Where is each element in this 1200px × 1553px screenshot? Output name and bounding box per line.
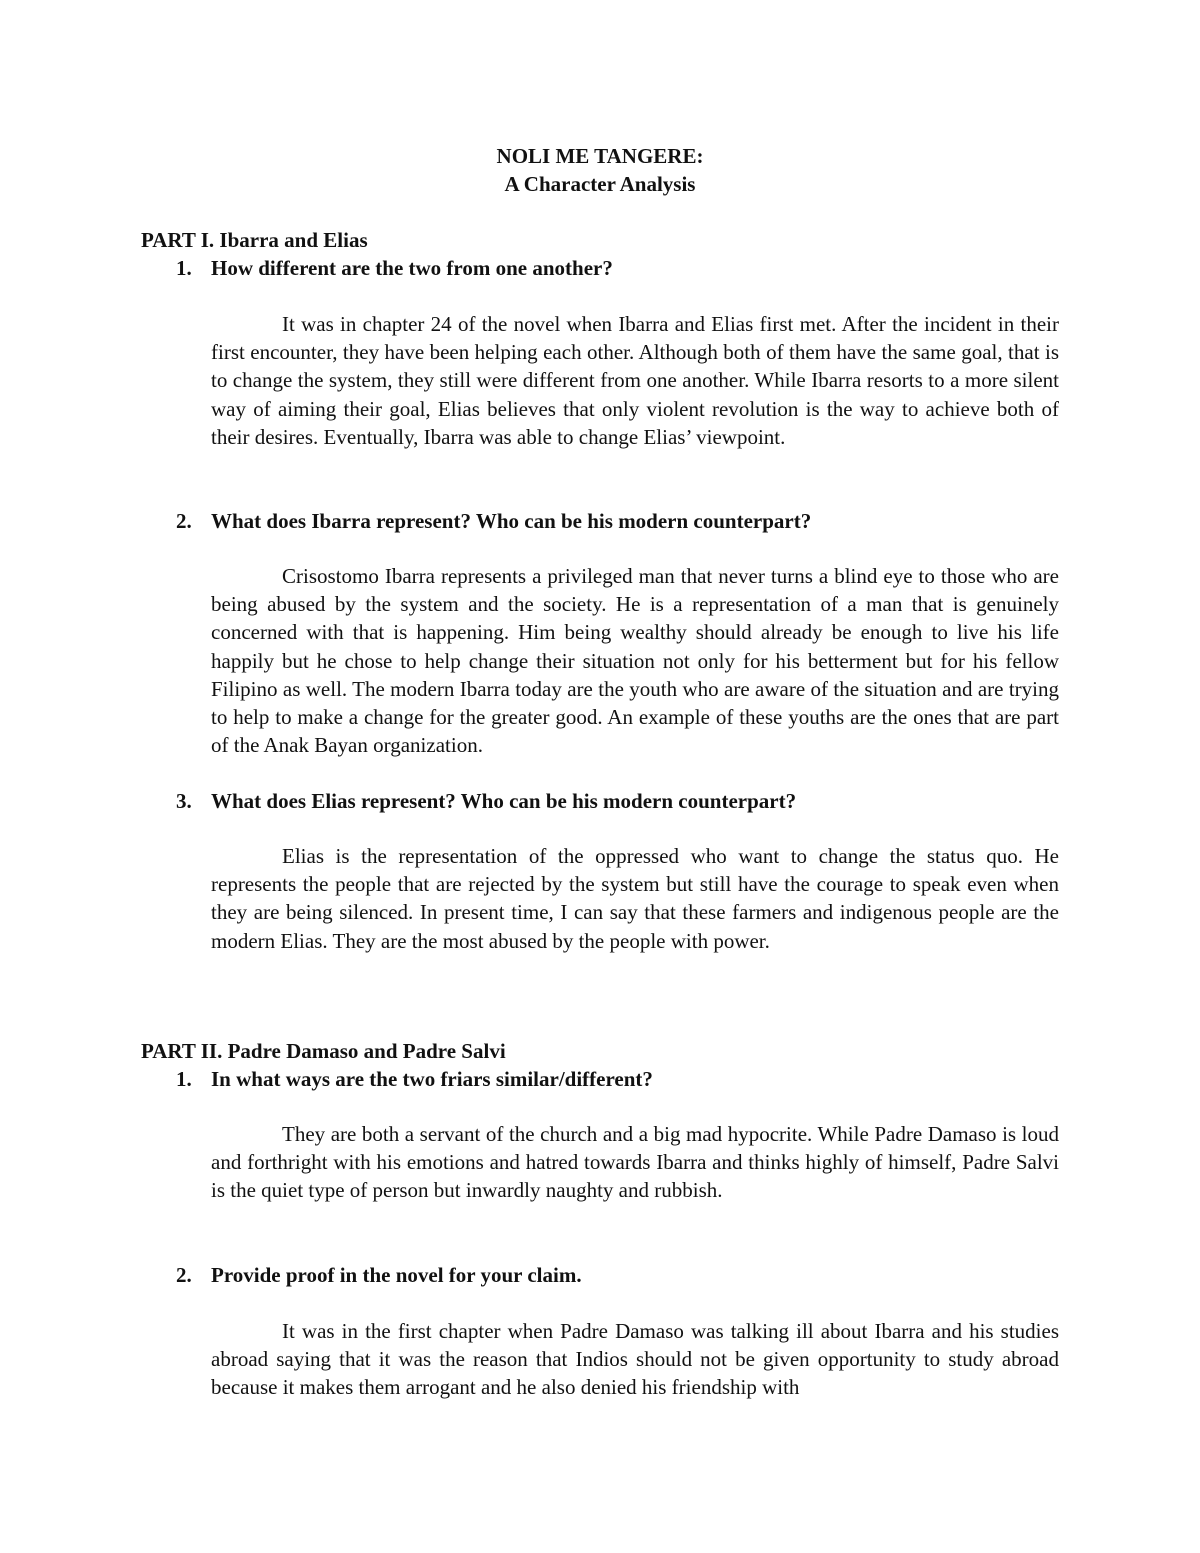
question-number: 2.	[176, 509, 192, 533]
answer-paragraph: It was in the first chapter when Padre Damaso was talking ill about Ibarra and his studies abroad saying that it was the reason that Indios should not be given opportunity to study abroad because it makes them arrogant and he also denied his friendship with	[211, 1319, 1059, 1400]
question-number: 2.	[176, 1263, 192, 1287]
document-subtitle: A Character Analysis	[504, 172, 696, 196]
question-heading	[176, 507, 1076, 535]
answer-paragraph: Elias is the representation of the oppressed who want to change the status quo. He represents the people that are rejected by the system but still have the courage to speak even when they are being silenced. In present time, I can say that these farmers and indigenous people are the modern Elias. They are the most abused by the people with power.	[211, 844, 1059, 953]
document-title: NOLI ME TANGERE:	[496, 144, 704, 168]
question-number: 1.	[176, 256, 192, 280]
answer-paragraph: Crisostomo Ibarra represents a privileged man that never turns a blind eye to those who are being abused by the system and the society. He is a representation of a man that is genuinely concerned with that is happening. Him being wealthy should already be enough to live his life happily but he chose to help change their situation not only for his betterment but for his fellow Filipino as well. The modern Ibarra today are the youth who are aware of the situation and are trying to help to make a change for the greater good. An example of these youths are the ones that are part of the Anak Bayan organization.	[211, 564, 1059, 758]
question-number: 3.	[176, 789, 192, 813]
part-heading: PART II. Padre Damaso and Padre Salvi	[141, 1039, 506, 1063]
question-heading	[176, 254, 1076, 282]
question-text: What does Ibarra represent? Who can be his modern counterpart?	[211, 509, 812, 533]
question-number: 1.	[176, 1067, 192, 1091]
part-heading: PART I. Ibarra and Elias	[141, 228, 368, 252]
question-heading	[176, 1261, 1076, 1289]
question-text: Provide proof in the novel for your claim.	[211, 1263, 582, 1287]
question-text: What does Elias represent? Who can be his modern counterpart?	[211, 789, 797, 813]
document-title-block	[0, 142, 1200, 198]
answer-paragraph: It was in chapter 24 of the novel when Ibarra and Elias first met. After the incident in their first encounter, they have been helping each other. Although both of them have the same goal, that is to change the system, they still were different from one another. While Ibarra resorts to a more silent way of aiming their goal, Elias believes that only violent revolution is the way to achieve both of their desires. Eventually, Ibarra was able to change Elias’ viewpoint.	[211, 312, 1059, 449]
answer-paragraph: They are both a servant of the church and a big mad hypocrite. While Padre Damaso is loud and forthright with his emotions and hatred towards Ibarra and thinks highly of himself, Padre Salvi is the quiet type of person but inwardly naughty and rubbish.	[211, 1122, 1059, 1203]
question-text: In what ways are the two friars similar/different?	[211, 1067, 653, 1091]
question-text: How different are the two from one another?	[211, 256, 613, 280]
question-heading	[176, 1065, 1076, 1093]
question-heading	[176, 787, 1076, 815]
